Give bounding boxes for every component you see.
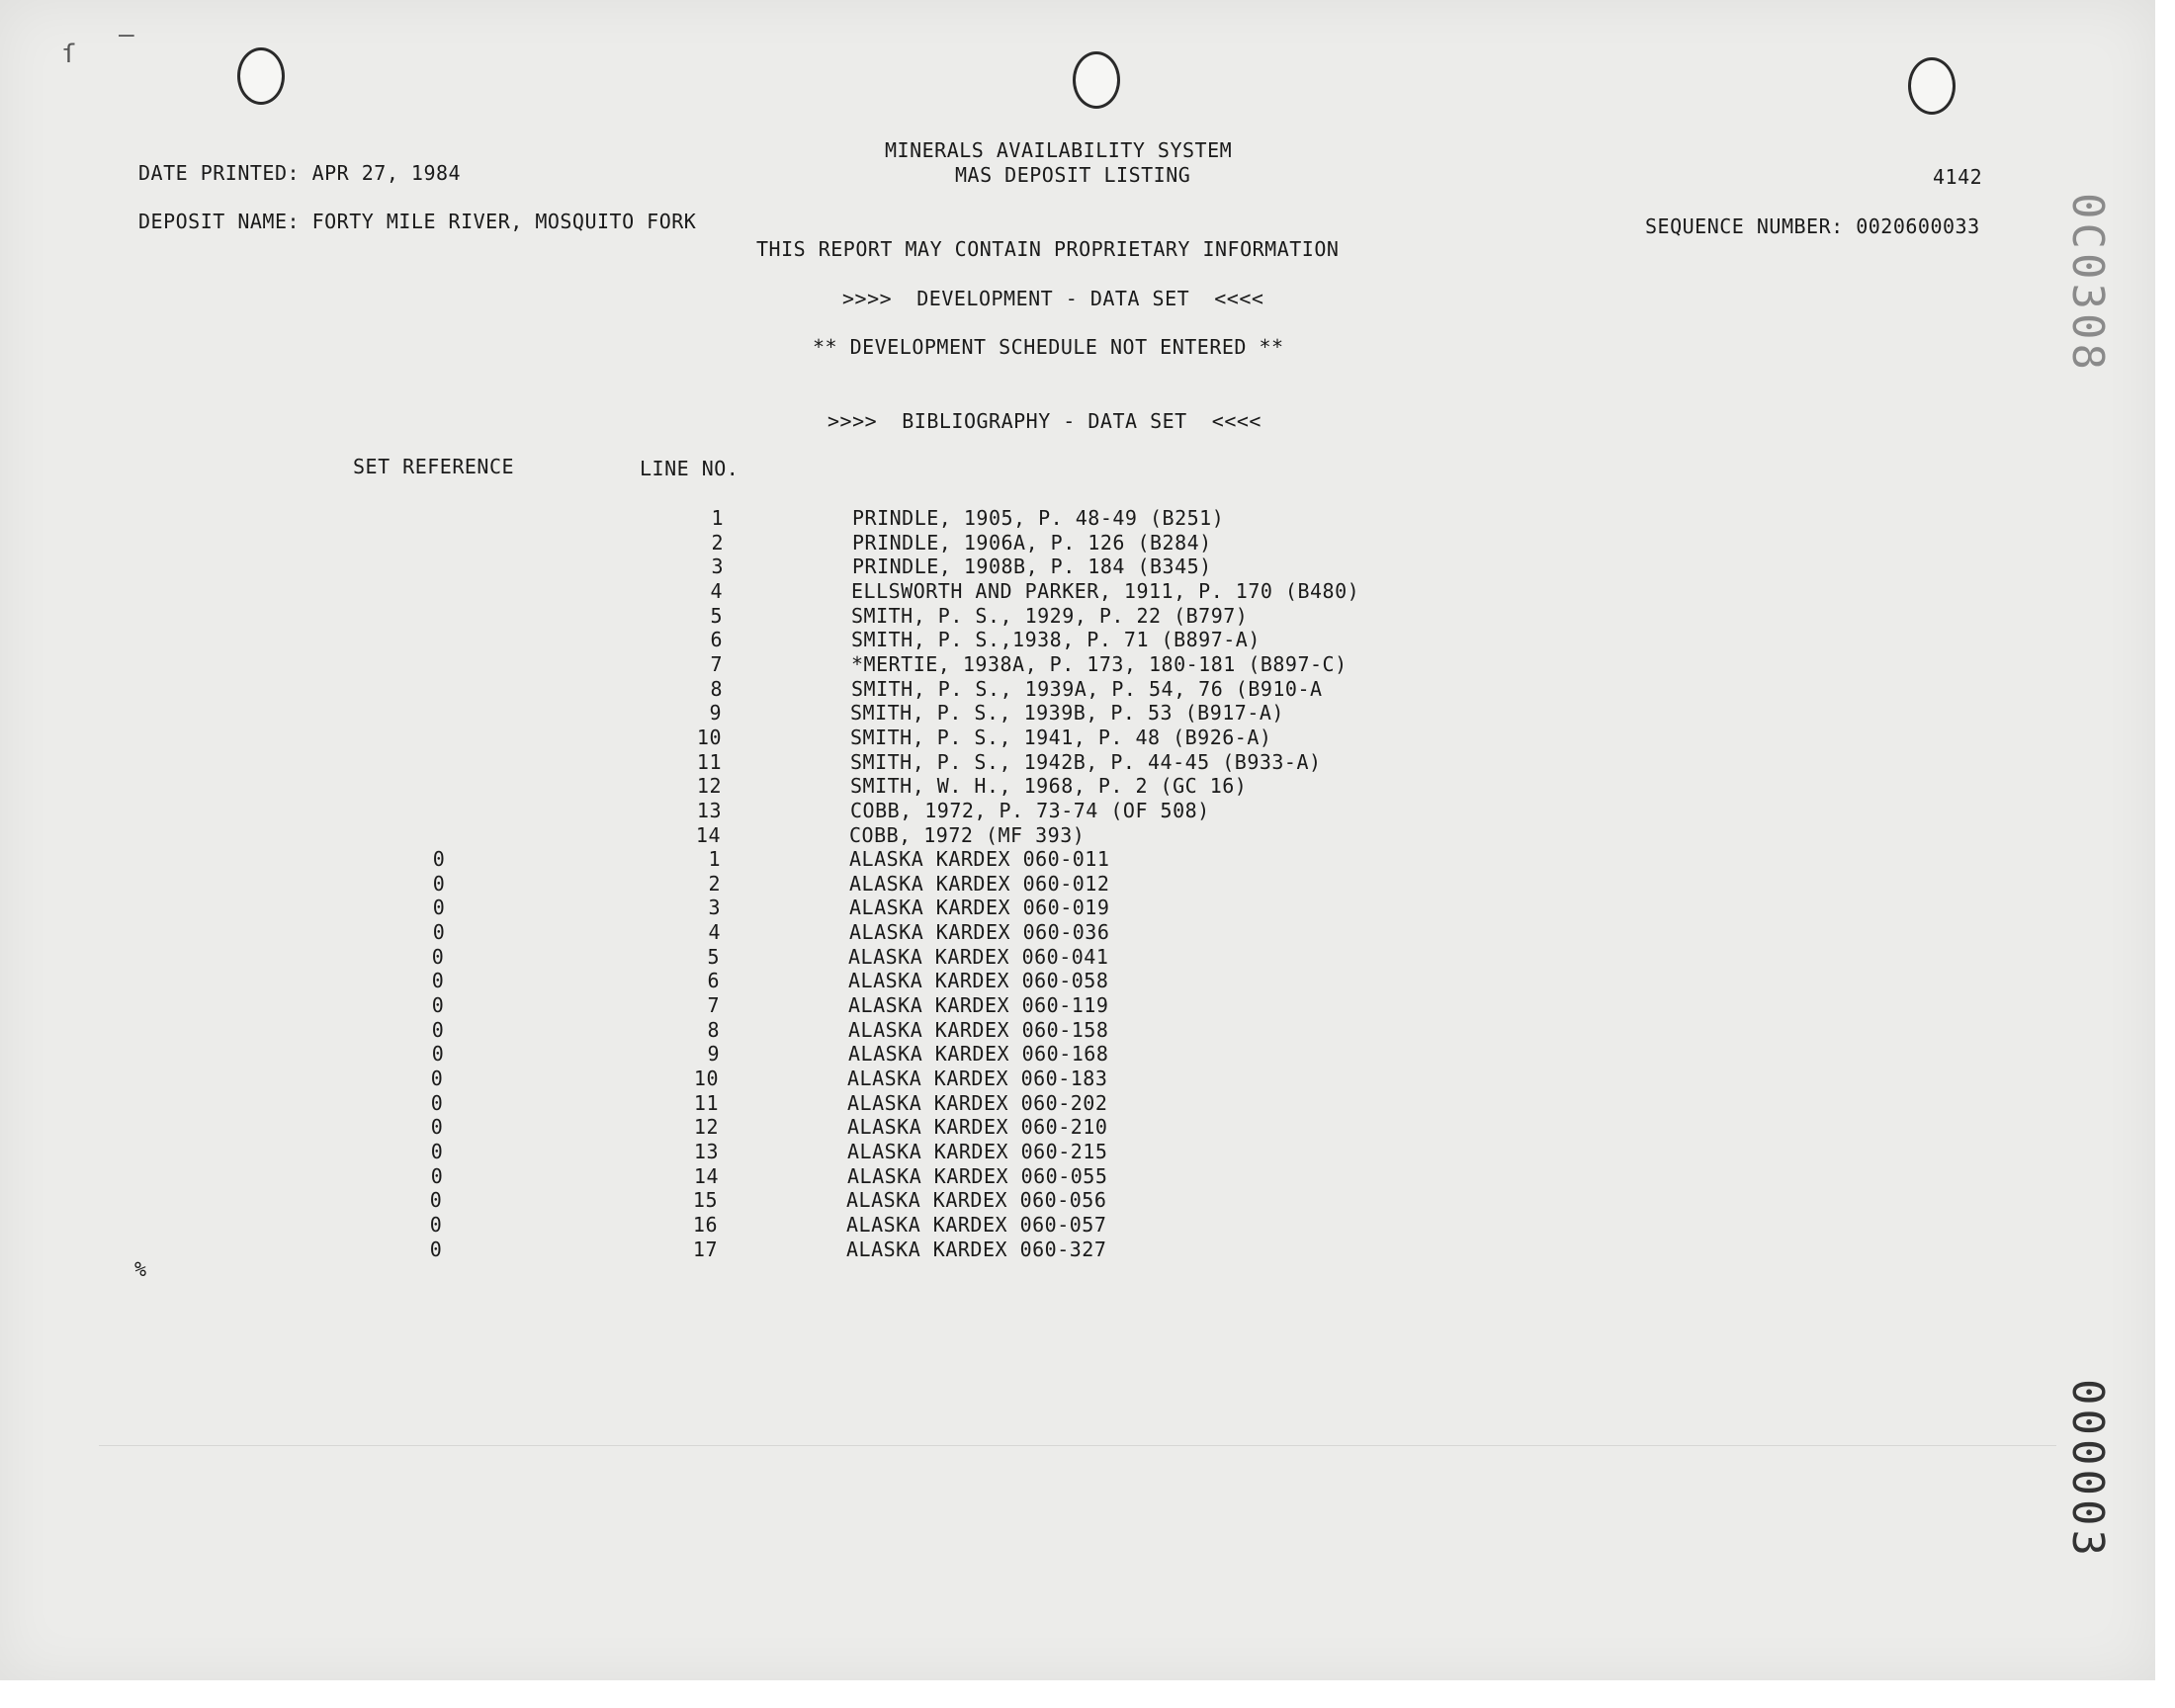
set-reference-cell: 0 bbox=[429, 1237, 443, 1261]
line-number-cell: 9 bbox=[707, 1042, 720, 1067]
citation-cell: PRINDLE, 1908B, P. 184 (B345) bbox=[852, 555, 1212, 579]
line-number-cell: 12 bbox=[696, 774, 722, 799]
citation-cell: ALASKA KARDEX 060-058 bbox=[848, 969, 1109, 993]
line-number-cell: 14 bbox=[693, 1163, 719, 1188]
line-number-cell: 11 bbox=[693, 1090, 719, 1115]
table-row bbox=[423, 945, 1511, 969]
deposit-name: DEPOSIT NAME: FORTY MILE RIVER, MOSQUITO FORK bbox=[138, 210, 697, 233]
citation-cell: ALASKA KARDEX 060-158 bbox=[848, 1017, 1109, 1042]
bibliography-section-title: >>>> BIBLIOGRAPHY - DATA SET <<<< bbox=[827, 409, 1262, 433]
line-number-cell: 4 bbox=[710, 579, 723, 603]
set-reference-cell: 0 bbox=[431, 1017, 445, 1042]
citation-cell: PRINDLE, 1906A, P. 126 (B284) bbox=[852, 530, 1212, 555]
table-row bbox=[422, 1140, 1510, 1163]
set-reference-cell: 0 bbox=[430, 1163, 444, 1188]
line-number-cell: 8 bbox=[710, 676, 723, 701]
line-number-cell: 2 bbox=[708, 871, 721, 896]
column-header-set-reference: SET REFERENCE bbox=[353, 455, 515, 478]
line-number-cell: 13 bbox=[693, 1139, 719, 1163]
table-row bbox=[424, 872, 1512, 896]
line-number-cell: 3 bbox=[708, 896, 721, 920]
line-number-cell: 1 bbox=[708, 847, 721, 872]
date-printed: DATE PRINTED: APR 27, 1984 bbox=[138, 161, 462, 185]
line-number-cell: 9 bbox=[709, 701, 722, 726]
table-row bbox=[423, 969, 1511, 992]
set-reference-cell: 0 bbox=[430, 1066, 444, 1090]
set-reference-cell: 0 bbox=[430, 1090, 444, 1115]
set-reference-cell: 0 bbox=[430, 1139, 444, 1163]
line-number-cell: 14 bbox=[695, 822, 721, 847]
set-reference-cell: 0 bbox=[429, 1212, 443, 1237]
line-number-cell: 10 bbox=[696, 725, 722, 749]
set-reference-cell: 0 bbox=[431, 969, 445, 993]
citation-cell: SMITH, P. S., 1942B, P. 44-45 (B933-A) bbox=[850, 749, 1322, 774]
line-number-cell: 17 bbox=[692, 1237, 718, 1261]
table-row bbox=[426, 652, 1514, 676]
page-number: 4142 bbox=[1933, 165, 1983, 189]
line-number-cell: 1 bbox=[711, 506, 724, 530]
table-row bbox=[421, 1213, 1509, 1237]
proprietary-notice: THIS REPORT MAY CONTAIN PROPRIETARY INFORMATION bbox=[756, 237, 1340, 261]
binder-hole-left bbox=[237, 47, 285, 105]
set-reference-cell: 0 bbox=[432, 896, 446, 920]
development-schedule-note: ** DEVELOPMENT SCHEDULE NOT ENTERED ** bbox=[813, 335, 1284, 359]
citation-cell: *MERTIE, 1938A, P. 173, 180-181 (B897-C) bbox=[851, 651, 1348, 676]
citation-cell: ALASKA KARDEX 060-011 bbox=[849, 847, 1110, 872]
margin-stamp-top-right: 0C0308 bbox=[2062, 193, 2113, 374]
table-row bbox=[423, 1042, 1511, 1066]
table-row bbox=[424, 847, 1512, 871]
table-row bbox=[425, 774, 1513, 798]
table-row bbox=[426, 604, 1514, 628]
line-number-cell: 10 bbox=[693, 1066, 719, 1090]
sequence-number: SEQUENCE NUMBER: 0020600033 bbox=[1645, 214, 1980, 238]
citation-cell: ALASKA KARDEX 060-036 bbox=[849, 920, 1110, 944]
set-reference-cell: 0 bbox=[432, 847, 446, 872]
line-number-cell: 7 bbox=[707, 993, 720, 1017]
citation-cell: COBB, 1972 (MF 393) bbox=[849, 822, 1086, 847]
table-row bbox=[427, 506, 1515, 530]
citation-cell: COBB, 1972, P. 73-74 (OF 508) bbox=[850, 798, 1210, 822]
citation-cell: SMITH, P. S., 1939A, P. 54, 76 (B910-A bbox=[851, 676, 1323, 701]
table-row bbox=[425, 701, 1513, 725]
citation-cell: SMITH, P. S., 1941, P. 48 (B926-A) bbox=[850, 725, 1272, 749]
table-row bbox=[421, 1188, 1509, 1212]
citation-cell: SMITH, P. S., 1939B, P. 53 (B917-A) bbox=[850, 701, 1284, 726]
citation-cell: ALASKA KARDEX 060-210 bbox=[847, 1115, 1108, 1140]
table-row bbox=[426, 579, 1514, 603]
table-row bbox=[422, 1091, 1510, 1115]
pen-mark-dash: — bbox=[119, 20, 134, 49]
citation-cell: ALASKA KARDEX 060-183 bbox=[847, 1066, 1108, 1090]
pen-mark-tick: ſ bbox=[61, 40, 77, 69]
citation-cell: ALASKA KARDEX 060-215 bbox=[847, 1139, 1108, 1163]
set-reference-cell: 0 bbox=[431, 993, 445, 1017]
line-number-cell: 12 bbox=[693, 1115, 719, 1140]
citation-cell: SMITH, W. H., 1968, P. 2 (GC 16) bbox=[850, 774, 1248, 799]
citation-cell: ALASKA KARDEX 060-119 bbox=[848, 993, 1109, 1017]
table-row bbox=[426, 628, 1514, 651]
line-number-cell: 6 bbox=[710, 628, 723, 652]
table-row bbox=[424, 896, 1512, 919]
set-reference-cell: 0 bbox=[431, 944, 445, 969]
citation-cell: ALASKA KARDEX 060-056 bbox=[846, 1188, 1107, 1213]
percent-mark: % bbox=[134, 1257, 147, 1281]
table-row bbox=[421, 1238, 1509, 1261]
margin-stamp-bottom-right: 000003 bbox=[2062, 1379, 2113, 1560]
table-row bbox=[424, 920, 1512, 944]
set-reference-cell: 0 bbox=[432, 871, 446, 896]
table-row bbox=[423, 1018, 1511, 1042]
citation-cell: ALASKA KARDEX 060-012 bbox=[849, 871, 1110, 896]
set-reference-cell: 0 bbox=[432, 920, 446, 944]
table-row bbox=[427, 555, 1515, 578]
citation-cell: ALASKA KARDEX 060-327 bbox=[846, 1237, 1107, 1261]
page-fold-line bbox=[99, 1445, 2056, 1446]
line-number-cell: 5 bbox=[707, 944, 720, 969]
set-reference-cell: 0 bbox=[430, 1115, 444, 1140]
line-number-cell: 16 bbox=[692, 1212, 718, 1237]
table-row bbox=[423, 993, 1511, 1017]
set-reference-cell: 0 bbox=[429, 1188, 443, 1213]
citation-cell: ELLSWORTH AND PARKER, 1911, P. 170 (B480) bbox=[851, 579, 1360, 603]
line-number-cell: 6 bbox=[707, 969, 720, 993]
table-row bbox=[422, 1115, 1510, 1139]
set-reference-cell: 0 bbox=[431, 1042, 445, 1067]
line-number-cell: 5 bbox=[710, 603, 723, 628]
citation-cell: ALASKA KARDEX 060-168 bbox=[848, 1042, 1109, 1067]
binder-hole-center bbox=[1073, 51, 1120, 109]
listing-title: MAS DEPOSIT LISTING bbox=[955, 163, 1191, 187]
binder-hole-right bbox=[1908, 57, 1956, 115]
table-row bbox=[425, 750, 1513, 774]
citation-cell: ALASKA KARDEX 060-202 bbox=[847, 1090, 1108, 1115]
table-row bbox=[422, 1067, 1510, 1090]
table-row bbox=[425, 726, 1513, 749]
line-number-cell: 2 bbox=[711, 530, 724, 555]
citation-cell: SMITH, P. S., 1929, P. 22 (B797) bbox=[851, 603, 1249, 628]
line-number-cell: 3 bbox=[711, 555, 724, 579]
line-number-cell: 7 bbox=[710, 651, 723, 676]
line-number-cell: 11 bbox=[696, 749, 722, 774]
table-row bbox=[424, 823, 1512, 847]
table-row bbox=[427, 531, 1515, 555]
line-number-cell: 4 bbox=[708, 920, 721, 944]
line-number-cell: 15 bbox=[692, 1188, 718, 1213]
table-row bbox=[425, 799, 1513, 822]
table-row bbox=[426, 677, 1514, 701]
column-header-line-no: LINE NO. bbox=[640, 457, 740, 480]
table-row bbox=[422, 1164, 1510, 1188]
citation-cell: ALASKA KARDEX 060-041 bbox=[848, 944, 1109, 969]
citation-cell: ALASKA KARDEX 060-055 bbox=[847, 1163, 1108, 1188]
citation-cell: ALASKA KARDEX 060-057 bbox=[846, 1212, 1107, 1237]
development-section-title: >>>> DEVELOPMENT - DATA SET <<<< bbox=[842, 287, 1264, 310]
system-title: MINERALS AVAILABILITY SYSTEM bbox=[885, 138, 1233, 162]
citation-cell: SMITH, P. S.,1938, P. 71 (B897-A) bbox=[851, 628, 1261, 652]
citation-cell: ALASKA KARDEX 060-019 bbox=[849, 896, 1110, 920]
line-number-cell: 8 bbox=[707, 1017, 720, 1042]
citation-cell: PRINDLE, 1905, P. 48-49 (B251) bbox=[852, 506, 1225, 530]
line-number-cell: 13 bbox=[696, 798, 722, 822]
